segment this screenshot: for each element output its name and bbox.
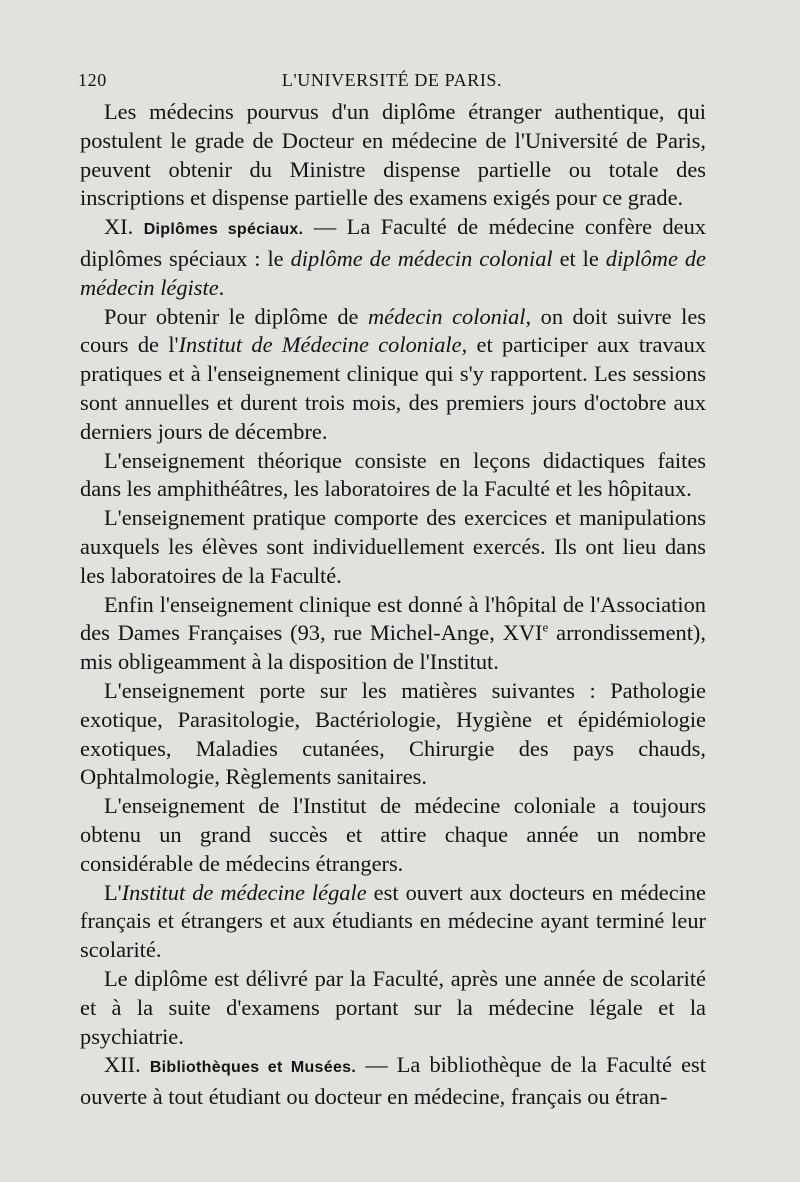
paragraph-text: arrondissement), mis obligeamment à la disposition de l'Institut. xyxy=(80,620,706,675)
paragraph-legal-medicine xyxy=(80,879,706,965)
paragraph-institute-success: L'enseignement de l'Institut de médecine coloniale a toujours obtenu un grand succès et attire chaque année un nombre considérable de médecins étrangers. xyxy=(80,793,706,876)
paragraph-legal-diploma: Le diplôme est délivré par la Faculté, après une année de scolarité et à la suite d'examens portant sur la médecine légale et la psychiatrie. xyxy=(80,965,706,1049)
paragraph-text: Pour obtenir le diplôme de xyxy=(104,303,368,329)
running-header xyxy=(78,62,706,94)
paragraph-text: Enfin l'enseignement clinique est donné à l'hôpital de l'Association des Dames Françaises (93, rue Michel-Ange, XVI xyxy=(80,591,706,646)
paragraph-special-diplomas xyxy=(80,213,706,302)
paragraph-clinical-teaching xyxy=(80,591,706,677)
paragraph-text: , et participer aux travaux pratiques et à l'enseignement clinique qui s'y rapportent. Les sessions sont annuelles et durent trois mois, des premiers jours d'octobre aux derniers jours de décembre. xyxy=(80,332,706,444)
paragraph-practical-teaching: L'enseignement pratique comporte des exercices et manipulations auxquels les élèves sont individuellement exercés. Ils ont lieu dans les laboratoires de la Faculté. xyxy=(80,505,706,588)
paragraph-text: et le xyxy=(552,245,606,271)
page-number: 120 xyxy=(78,70,107,90)
paragraph-text: — La bibliothèque de la Faculté est ouverte à tout étudiant ou docteur en médecine, français ou étran- xyxy=(80,1052,706,1110)
paragraph-text: , on doit suivre les cours de l' xyxy=(80,303,706,358)
paragraph-text: est ouvert aux docteurs en médecine français et étrangers et aux étudiants en médecine ayant terminé leur scolarité. xyxy=(80,879,706,963)
paragraph-text: L' xyxy=(104,879,122,905)
italic-term: Institut de médecine légale xyxy=(121,879,367,905)
paragraph-text: — La Faculté de médecine confère deux diplômes spéciaux : le xyxy=(80,214,706,271)
italic-term: diplôme de médecin légiste xyxy=(80,245,706,300)
italic-term: Institut de Médecine coloniale xyxy=(178,332,462,358)
italic-term: médecin colonial xyxy=(368,303,526,329)
paragraph-libraries xyxy=(80,1051,706,1112)
paragraph-foreign-diplomas: Les médecins pourvus d'un diplôme étranger authentique, qui postulent le grade de Docteur en médecine de l'Université de Paris, peuvent obtenir du Ministre dispense partielle ou totale des inscriptions et dispense partielle des examens exigés pour ce grade. xyxy=(80,99,706,211)
superscript: e xyxy=(542,619,549,635)
italic-term: diplôme de médecin colonial xyxy=(290,245,553,271)
paragraph-subjects: L'enseignement porte sur les matières suivantes : Pathologie exotique, Parasitologie, Bactériologie, Hygiène et épidémiologie exotiques, Maladies cutanées, Chirurgie des pays chauds, Ophtalmologie, Règlements sanitaires. xyxy=(80,677,706,790)
page-body xyxy=(80,98,706,1112)
section-number: XI. xyxy=(104,214,134,240)
paragraph-theory-teaching: L'enseignement théorique consiste en leçons didactiques faites dans les amphithéâtres, les laboratoires de la Faculté et les hôpitaux. xyxy=(80,447,706,502)
paragraph-text: . xyxy=(218,274,225,300)
section-number: XII. xyxy=(104,1052,141,1078)
paragraph-colonial-diploma xyxy=(80,303,706,447)
running-title: L'UNIVERSITÉ DE PARIS. xyxy=(281,70,503,90)
section-heading-special-diplomas: Diplômes spéciaux. xyxy=(143,221,304,239)
section-heading-libraries: Bibliothèques et Musées. xyxy=(149,1059,357,1077)
